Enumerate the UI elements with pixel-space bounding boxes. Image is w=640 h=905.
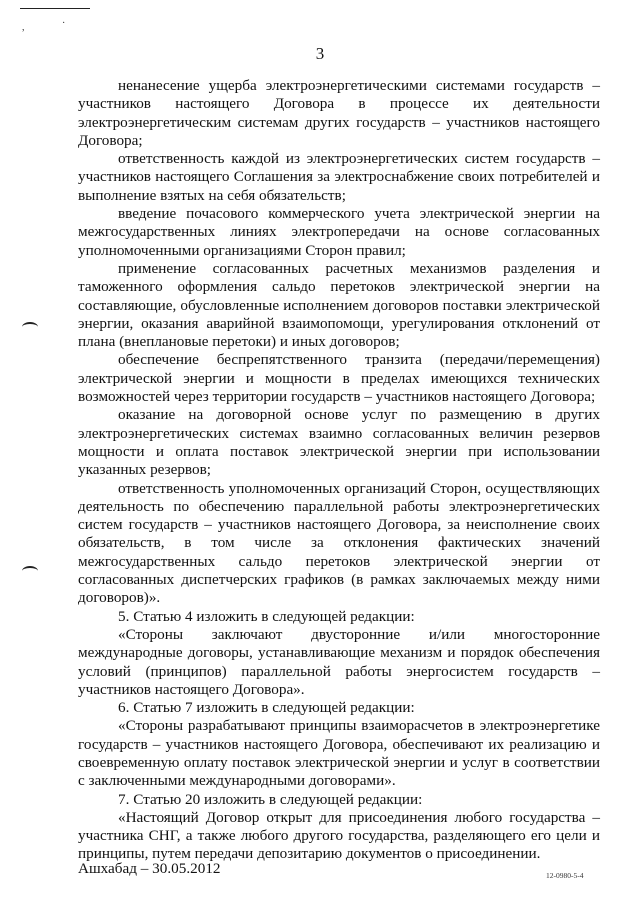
paragraph: применение согласованных расчетных механизмов разделения и таможенного оформления сальдо перетоков электрической энергии на составляющие, обусловленные исполнением договоров поставки электрической энергии, оказания аварийной взаимопомощи, урегулирования отклонений от плана (внеплановые перетоки) и иных договоров;	[78, 259, 600, 351]
article-heading: 6. Статью 7 изложить в следующей редакции:	[118, 699, 415, 717]
paragraph: ненанесение ущерба электроэнергетическими системами государств – участников настоящего Договора в процессе их деятельности электроэнергетическим системам других государств – участников настоящего Договора;	[78, 77, 600, 149]
top-rule	[20, 8, 90, 9]
paragraph: оказание на договорной основе услуг по размещению в других электроэнергетических системах взаимно согласованных величин резервов мощности и оплата поставок электрической энергии при использовании указанных резервов;	[78, 406, 600, 479]
quoted-paragraph: «Стороны заключают двусторонние и/или многосторонние международные договоры, устанавливающие механизм и порядок обеспечения условий (принципов) параллельной работы энергосистем государств – участников настоящего Договора».	[78, 625, 600, 698]
page-number: 3	[315, 44, 325, 63]
margin-mark	[22, 566, 38, 576]
paragraph: введение почасового коммерческого учета электрической энергии на межгосударственных линиях электропередачи на основе согласованных уполномоченными организациями Сторон правил;	[78, 205, 600, 259]
footer-place-date: Ашхабад – 30.05.2012	[78, 860, 221, 877]
paragraph: ответственность каждой из электроэнергетических систем государств – участников настоящего Соглашения за электроснабжение своих потребителей и выполнение взятых на себя обязательств;	[78, 150, 600, 204]
quoted-paragraph: «Настоящий Договор открыт для присоединения любого государства – участника СНГ, а также любого другого государства, разделяющего его цели и принципы, путем передачи депозитарию документов о присоединении.	[78, 808, 600, 863]
quoted-paragraph: «Стороны разрабатывают принципы взаиморасчетов в электроэнергетике государств – участников настоящего Договора, обеспечивают их реализацию и своевременную оплату поставок электрической энергии и услуг в соответствии с заключенными международными договорами».	[78, 717, 600, 790]
paragraph: ответственность уполномоченных организаций Сторон, осуществляющих деятельность по обеспечению параллельной работы электроэнергетических систем государств – участников настоящего Договора, за неисполнение своих обязательств, в том числе за отклонения фактических значений межгосударственных сальдо перетоков электрической энергии от согласованных диспетчерских графиков (в рамках заключаемых между ними договоров)».	[78, 479, 600, 607]
article-heading: 7. Статью 20 изложить в следующей редакции:	[118, 790, 423, 808]
scan-mark: ·	[62, 18, 66, 29]
margin-mark	[22, 322, 38, 332]
scan-mark: ,	[22, 22, 25, 33]
paragraph: обеспечение беспрепятственного транзита (передачи/перемещения) электрической энергии и мощности в пределах имеющихся технических возможностей через территории государств – участников настоящего Договора;	[78, 351, 600, 406]
document-body	[78, 77, 600, 864]
article-heading: 5. Статью 4 изложить в следующей редакции:	[118, 607, 415, 625]
footer-doc-code: 12-0980-5-4	[546, 871, 584, 880]
